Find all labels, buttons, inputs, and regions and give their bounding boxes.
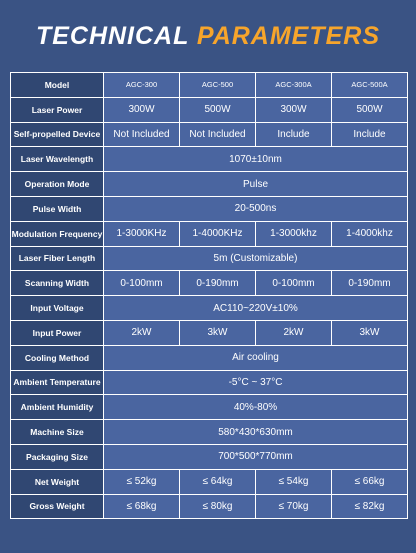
spec-label: Laser Power — [11, 97, 104, 122]
spec-row — [11, 345, 408, 370]
spec-value-merged: 20-500ns — [104, 196, 408, 221]
spec-value-merged: 700*500*770mm — [104, 444, 408, 469]
spec-row — [11, 444, 408, 469]
spec-row — [11, 420, 408, 445]
spec-row — [11, 370, 408, 395]
spec-label: Input Power — [11, 320, 104, 345]
spec-value: AGC-300 — [104, 73, 180, 98]
spec-value: ≤ 66kg — [332, 469, 408, 494]
spec-label: Ambient Humidity — [11, 395, 104, 420]
spec-value: 1-4000khz — [332, 221, 408, 246]
spec-row — [11, 221, 408, 246]
spec-row — [11, 246, 408, 271]
spec-value: 300W — [256, 97, 332, 122]
spec-value: 2kW — [256, 320, 332, 345]
spec-label: Input Voltage — [11, 296, 104, 321]
title-part-white: TECHNICAL — [35, 22, 189, 50]
spec-value: 300W — [104, 97, 180, 122]
spec-row — [11, 494, 408, 519]
spec-row — [11, 122, 408, 147]
spec-value: 0-190mm — [180, 271, 256, 296]
spec-value-merged: 5m (Customizable) — [104, 246, 408, 271]
spec-value: 1-3000KHz — [104, 221, 180, 246]
spec-row — [11, 196, 408, 221]
spec-value: Not Included — [180, 122, 256, 147]
spec-value: 2kW — [104, 320, 180, 345]
spec-value-merged: 1070±10nm — [104, 147, 408, 172]
spec-label: Machine Size — [11, 420, 104, 445]
spec-label: Self-propelled Device — [11, 122, 104, 147]
spec-value: ≤ 80kg — [180, 494, 256, 519]
spec-value: 0-100mm — [256, 271, 332, 296]
spec-label: Scanning Width — [11, 271, 104, 296]
spec-value: Not Included — [104, 122, 180, 147]
spec-value: ≤ 70kg — [256, 494, 332, 519]
spec-table — [10, 72, 408, 519]
spec-value: Include — [256, 122, 332, 147]
spec-value: 500W — [332, 97, 408, 122]
spec-value: ≤ 52kg — [104, 469, 180, 494]
spec-value: ≤ 68kg — [104, 494, 180, 519]
spec-label: Laser Wavelength — [11, 147, 104, 172]
spec-value-merged: 580*430*630mm — [104, 420, 408, 445]
spec-label: Gross Weight — [11, 494, 104, 519]
spec-row — [11, 73, 408, 98]
spec-value-merged: Air cooling — [104, 345, 408, 370]
spec-row — [11, 97, 408, 122]
spec-row — [11, 271, 408, 296]
spec-value: 3kW — [180, 320, 256, 345]
spec-row — [11, 296, 408, 321]
spec-label: Cooling Method — [11, 345, 104, 370]
spec-value: ≤ 82kg — [332, 494, 408, 519]
spec-row — [11, 469, 408, 494]
spec-label: Net Weight — [11, 469, 104, 494]
spec-row — [11, 320, 408, 345]
spec-row — [11, 172, 408, 197]
spec-value: 0-100mm — [104, 271, 180, 296]
spec-value: 500W — [180, 97, 256, 122]
spec-value: 3kW — [332, 320, 408, 345]
title-part-orange: PARAMETERS — [196, 22, 381, 50]
spec-value-merged: AC110~220V±10% — [104, 296, 408, 321]
spec-row — [11, 147, 408, 172]
spec-value: ≤ 64kg — [180, 469, 256, 494]
spec-label: Laser Fiber Length — [11, 246, 104, 271]
spec-row — [11, 395, 408, 420]
spec-value: Include — [332, 122, 408, 147]
spec-label: Model — [11, 73, 104, 98]
spec-value-merged: Pulse — [104, 172, 408, 197]
spec-label: Pulse Width — [11, 196, 104, 221]
spec-label: Ambient Temperature — [11, 370, 104, 395]
page-title — [0, 22, 416, 56]
spec-label: Packaging Size — [11, 444, 104, 469]
spec-value-merged: 40%-80% — [104, 395, 408, 420]
spec-value: AGC-300A — [256, 73, 332, 98]
spec-value: AGC-500A — [332, 73, 408, 98]
spec-value: 1-4000KHz — [180, 221, 256, 246]
spec-value-merged: -5°C ~ 37°C — [104, 370, 408, 395]
spec-value: 0-190mm — [332, 271, 408, 296]
spec-value: 1-3000khz — [256, 221, 332, 246]
spec-label: Modulation Frequency — [11, 221, 104, 246]
spec-value: AGC-500 — [180, 73, 256, 98]
spec-label: Operation Mode — [11, 172, 104, 197]
spec-value: ≤ 54kg — [256, 469, 332, 494]
